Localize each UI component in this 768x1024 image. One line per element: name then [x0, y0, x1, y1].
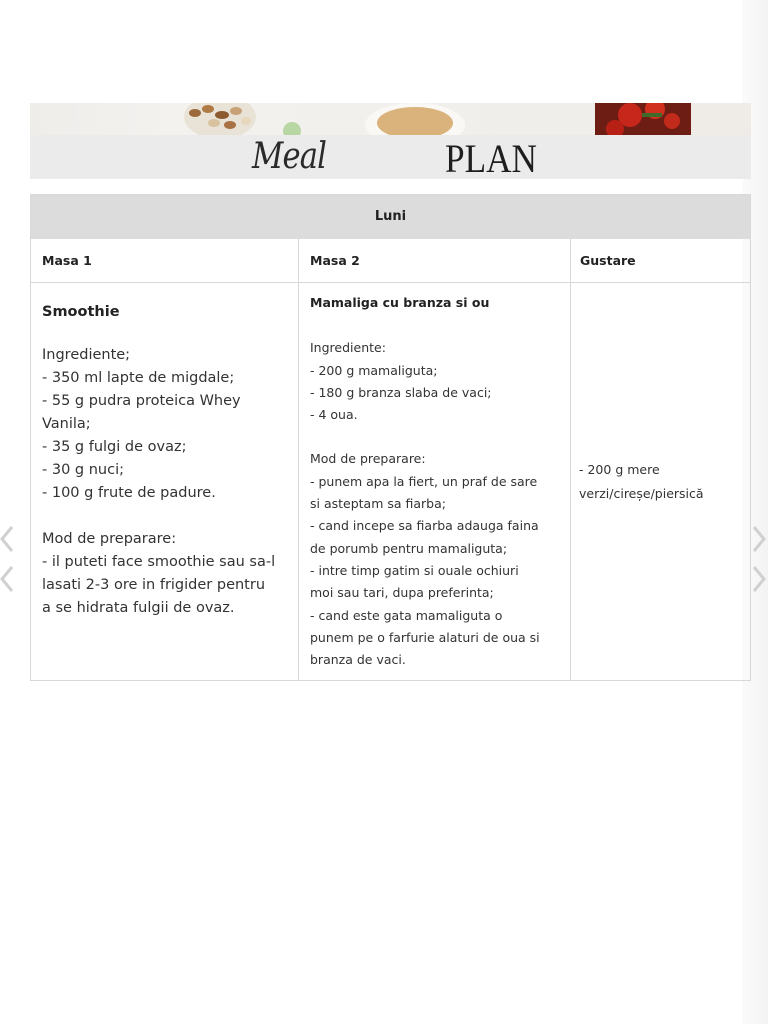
- meal-2-ingredients-label: Ingrediente:: [310, 340, 386, 356]
- meal-1-method-step: lasati 2-3 ore in frigider pentru: [42, 577, 266, 593]
- meal-2-ingredient: - 200 g mamaliguta;: [310, 362, 438, 378]
- column-divider: [298, 239, 299, 680]
- meal-2-method-label: Mod de preparare:: [310, 451, 426, 467]
- header-divider: [31, 282, 750, 283]
- meal-1-ingredient: - 55 g pudra proteica Whey: [42, 393, 241, 409]
- meal-2-method-step: - cand incepe sa fiarba adauga faina: [310, 518, 539, 534]
- meal-2-method-step: branza de vaci.: [310, 652, 406, 668]
- meal-1-ingredient: - 30 g nuci;: [42, 462, 124, 478]
- meal-2-method-step: de porumb pentru mamaliguta;: [310, 540, 508, 556]
- meal-1-method-step: a se hidrata fulgii de ovaz.: [42, 600, 235, 616]
- meal-2-method-step: punem pe o farfurie alaturi de oua si: [310, 629, 540, 645]
- meal-plan-table: [30, 194, 751, 681]
- meal-2-ingredient: - 4 oua.: [310, 407, 358, 423]
- meal-1-ingredients-label: Ingrediente;: [42, 347, 131, 363]
- column-header-gustare: Gustare: [580, 253, 636, 268]
- snack-line: - 200 g mere: [579, 462, 660, 477]
- meal-2-dish: Mamaliga cu branza si ou: [310, 295, 490, 310]
- next-page-arrow[interactable]: [752, 525, 766, 595]
- food-photo-strip: [30, 103, 751, 135]
- meal-1-method-label: Mod de preparare:: [42, 531, 177, 547]
- meal-plan-banner: [30, 103, 751, 179]
- day-header: Luni: [31, 195, 750, 239]
- chevron-right-icon: [752, 525, 766, 595]
- column-header-masa-2: Masa 2: [310, 253, 360, 268]
- previous-page-arrow[interactable]: [0, 525, 14, 595]
- column-header-masa-1: Masa 1: [42, 253, 92, 268]
- food-photo-icon: [30, 103, 751, 135]
- meal-1-cell: [42, 301, 298, 620]
- meal-1-ingredient: - 100 g frute de padure.: [42, 485, 216, 501]
- meal-2-method-step: - punem apa la fiert, un praf de sare: [310, 473, 538, 489]
- meal-1-ingredient: Vanila;: [42, 416, 91, 432]
- snack-line: verzi/cireșe/piersică: [579, 486, 704, 501]
- title-band: [30, 135, 751, 179]
- meal-1-method-step: - il puteti face smoothie sau sa-l: [42, 554, 276, 570]
- title-script: Meal: [252, 136, 327, 177]
- meal-2-method-step: si asteptam sa fiarba;: [310, 496, 446, 512]
- meal-1-dish: Smoothie: [42, 304, 120, 320]
- chevron-left-icon: [0, 525, 14, 595]
- meal-1-ingredient: - 35 g fulgi de ovaz;: [42, 439, 187, 455]
- snack-cell: [579, 458, 744, 506]
- meal-2-ingredient: - 180 g branza slaba de vaci;: [310, 384, 492, 400]
- title-main: PLAN: [445, 136, 537, 179]
- meal-2-method-step: - intre timp gatim si ouale ochiuri: [310, 562, 519, 578]
- meal-2-method-step: moi sau tari, dupa preferinta;: [310, 585, 494, 601]
- meal-1-ingredient: - 350 ml lapte de migdale;: [42, 370, 235, 386]
- meal-2-method-step: - cand este gata mamaliguta o: [310, 607, 503, 623]
- meal-2-cell: [310, 292, 572, 671]
